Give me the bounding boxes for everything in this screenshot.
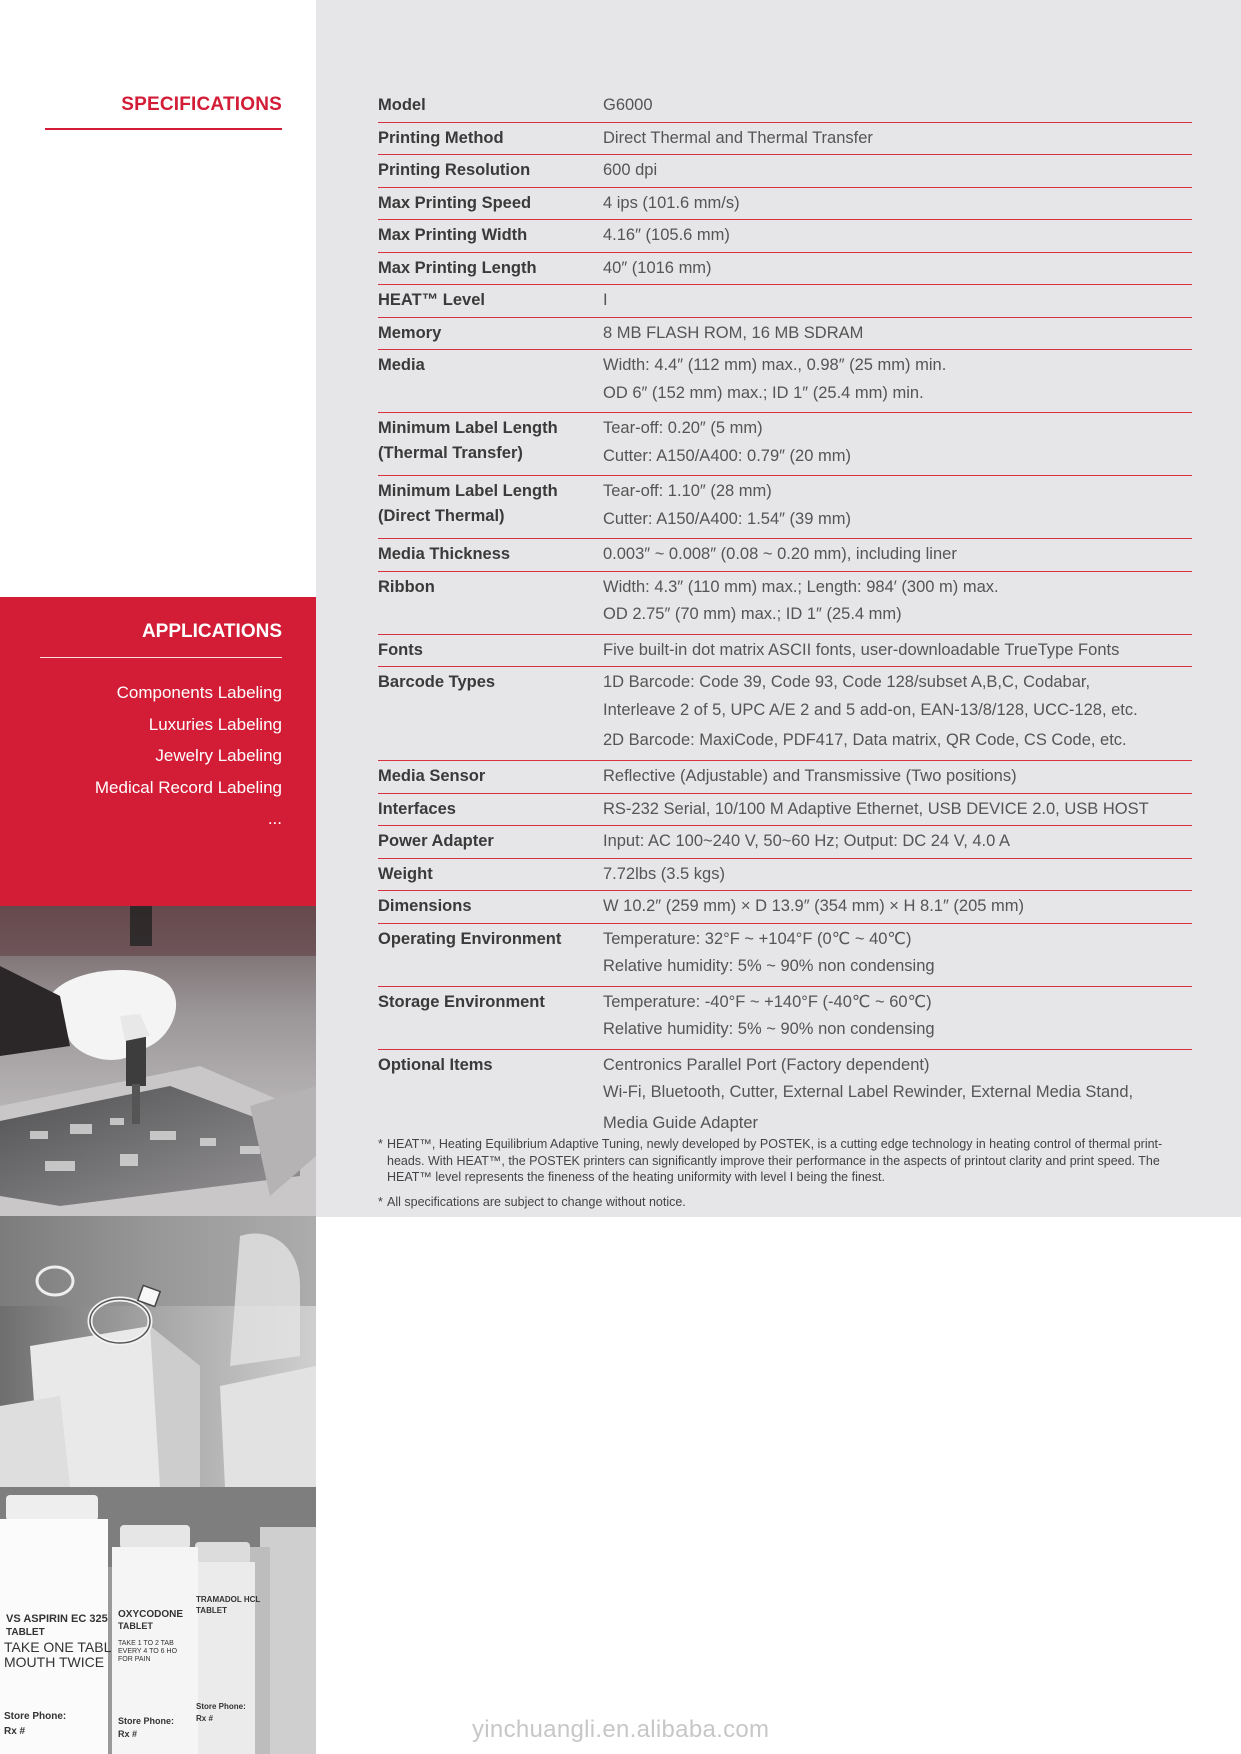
bottle-label-text: TABLET xyxy=(118,1621,153,1631)
spec-values xyxy=(603,862,1192,887)
spec-row xyxy=(378,318,1192,351)
spec-value: Input: AC 100~240 V, 50~60 Hz; Output: DC 24 V, 4.0 A xyxy=(603,832,1010,851)
bottle-label-text: TABLET xyxy=(6,1627,45,1638)
spec-value: OD 6″ (152 mm) max.; ID 1″ (25.4 mm) min. xyxy=(603,383,924,402)
spec-value: Temperature: -40°F ~ +140°F (-40℃ ~ 60℃) xyxy=(603,992,932,1011)
spec-label: Minimum Label Length (Thermal Transfer) xyxy=(378,419,558,462)
spec-value: 8 MB FLASH ROM, 16 MB SDRAM xyxy=(603,323,864,342)
application-item: Medical Record Labeling xyxy=(94,777,282,797)
spec-label: Printing Method xyxy=(378,128,504,147)
spec-row xyxy=(378,891,1192,924)
spec-value: Centronics Parallel Port (Factory dependent) xyxy=(603,1055,930,1074)
spec-row xyxy=(378,826,1192,859)
spec-value: Relative humidity: 5% ~ 90% non condensing xyxy=(603,1020,935,1039)
spec-value: 600 dpi xyxy=(603,161,658,179)
left-column xyxy=(0,0,316,1754)
bottle-label-text: Rx # xyxy=(196,1714,213,1723)
footnote-text: HEAT™, Heating Equilibrium Adaptive Tuning, newly developed by POSTEK, is a cutting edge technology in heating control of thermal print-heads. With HEAT™, the POSTEK printers can significantly improve their performance in the aspects of printout clarity and print speed. The HEAT™ level represents the fineness of the heating uniformity with level I being the finest. xyxy=(387,1137,1163,1184)
spec-value: 4 ips (101.6 mm/s) xyxy=(603,193,740,212)
footnote-text: All specifications are subject to change without notice. xyxy=(387,1194,686,1209)
spec-value: 2D Barcode: MaxiCode, PDF417, Data matrix, QR Code, CS Code, etc. xyxy=(603,731,1127,750)
bottle-label-text: TABLET xyxy=(196,1606,227,1615)
spec-value: G6000 xyxy=(603,96,653,114)
spec-label: HEAT™ Level xyxy=(378,291,485,309)
bottle-label-text: FOR PAIN xyxy=(118,1656,151,1663)
bottle-label-text: Store Phone: xyxy=(118,1716,175,1726)
spec-label: Memory xyxy=(378,323,442,342)
footnotes xyxy=(378,1136,1168,1218)
spec-label: Model xyxy=(378,96,426,114)
spec-values xyxy=(603,764,1192,789)
spec-value: Cutter: A150/A400: 0.79″ (20 mm) xyxy=(603,446,851,465)
spec-label: Interfaces xyxy=(378,799,456,818)
applications-list xyxy=(95,677,282,835)
spec-row xyxy=(378,761,1192,794)
spec-row xyxy=(378,859,1192,892)
spec-label: Weight xyxy=(378,864,433,883)
spec-label: Max Printing Width xyxy=(378,226,528,244)
spec-value: 40″ (1016 mm) xyxy=(603,258,712,277)
bottle-label-text: Store Phone: xyxy=(196,1702,246,1711)
spec-value: Five built-in dot matrix ASCII fonts, user-downloadable TrueType Fonts xyxy=(603,640,1120,659)
spec-value: Wi-Fi, Bluetooth, Cutter, External Label Rewinder, External Media Stand, xyxy=(603,1083,1134,1102)
spec-value: Tear-off: 0.20″ (5 mm) xyxy=(603,419,763,438)
spec-row xyxy=(378,476,1192,539)
spec-value: Tear-off: 1.10″ (28 mm) xyxy=(603,482,772,501)
spec-label: Power Adapter xyxy=(378,832,494,851)
bottle-label-text: TAKE 1 TO 2 TAB xyxy=(118,1640,174,1647)
spec-values xyxy=(603,416,1192,471)
footnote xyxy=(378,1194,1168,1211)
application-item: Luxuries Labeling xyxy=(148,714,282,734)
bottle-label-text: Rx # xyxy=(4,1726,26,1737)
spec-row xyxy=(378,155,1192,188)
spec-label: Optional Items xyxy=(378,1055,493,1074)
applications-rule xyxy=(40,657,282,658)
spec-value: 4.16″ (105.6 mm) xyxy=(603,226,730,244)
spec-values xyxy=(603,990,1192,1045)
spec-row xyxy=(378,220,1192,253)
spec-values xyxy=(603,288,1192,313)
spec-values xyxy=(603,93,1192,118)
spec-values xyxy=(603,1053,1192,1139)
spec-label: Media Thickness xyxy=(378,545,511,564)
spec-values xyxy=(603,638,1192,663)
medical-bottles-photo xyxy=(0,1487,316,1754)
bottle-label-text: VS ASPIRIN EC 325 xyxy=(6,1613,108,1625)
spec-value: 7.72lbs (3.5 kgs) xyxy=(603,864,725,883)
spec-values xyxy=(603,479,1192,534)
watermark: yinchuangli.en.alibaba.com xyxy=(472,1716,770,1743)
bottle-label-text: EVERY 4 TO 6 HO xyxy=(118,1648,178,1655)
footnote-marker: * xyxy=(378,1194,383,1209)
spec-value: W 10.2″ (259 mm) × D 13.9″ (354 mm) × H 8.1″ (205 mm) xyxy=(603,897,1024,916)
spec-row xyxy=(378,539,1192,572)
spec-row xyxy=(378,253,1192,286)
spec-label: Printing Resolution xyxy=(378,161,531,179)
spec-label: Max Printing Speed xyxy=(378,193,532,212)
components-photo xyxy=(0,906,316,1216)
bottle-label-text: Store Phone: xyxy=(4,1711,67,1722)
spec-values xyxy=(603,894,1192,919)
spec-values xyxy=(603,353,1192,408)
spec-values xyxy=(603,126,1192,151)
spec-label: Fonts xyxy=(378,640,423,659)
spec-value: OD 2.75″ (70 mm) max.; ID 1″ (25.4 mm) xyxy=(603,605,902,624)
spec-row xyxy=(378,635,1192,668)
spec-value: Media Guide Adapter xyxy=(603,1113,759,1132)
bottle-label-text: TRAMADOL HCL xyxy=(196,1595,261,1604)
spec-value: RS-232 Serial, 10/100 M Adaptive Ethernet, USB DEVICE 2.0, USB HOST xyxy=(603,799,1149,818)
spec-values xyxy=(603,191,1192,216)
spec-values xyxy=(603,158,1192,183)
spec-value: 1D Barcode: Code 39, Code 93, Code 128/subset A,B,C, Codabar, xyxy=(603,673,1091,692)
spec-value: Relative humidity: 5% ~ 90% non condensing xyxy=(603,957,935,976)
application-item: Components Labeling xyxy=(116,683,282,702)
spec-label: Max Printing Length xyxy=(378,258,537,277)
spec-values xyxy=(603,575,1192,630)
spec-row xyxy=(378,667,1192,761)
spec-value: Direct Thermal and Thermal Transfer xyxy=(603,128,873,147)
spec-row xyxy=(378,188,1192,221)
spec-values xyxy=(603,223,1192,248)
spec-row xyxy=(378,285,1192,318)
footnote-marker: * xyxy=(378,1137,383,1151)
bottle-label-text: TAKE ONE TABL xyxy=(4,1639,112,1655)
spec-values xyxy=(603,927,1192,982)
spec-row xyxy=(378,924,1192,987)
spec-row xyxy=(378,413,1192,476)
spec-value: 0.003″ ~ 0.008″ (0.08 ~ 0.20 mm), including liner xyxy=(603,545,957,564)
spec-label: Barcode Types xyxy=(378,673,496,692)
spec-row xyxy=(378,90,1192,123)
spec-value: Reflective (Adjustable) and Transmissive (Two positions) xyxy=(603,767,1017,786)
spec-values xyxy=(603,670,1192,756)
spec-label: Minimum Label Length (Direct Thermal) xyxy=(378,482,558,525)
spec-label: Media xyxy=(378,356,425,374)
spec-values xyxy=(603,797,1192,822)
spec-row xyxy=(378,572,1192,635)
spec-label: Media Sensor xyxy=(378,767,486,786)
spec-value: Temperature: 32°F ~ +104°F (0℃ ~ 40℃) xyxy=(603,929,912,948)
spec-value: Width: 4.4″ (112 mm) max., 0.98″ (25 mm) min. xyxy=(603,356,947,374)
jewelry-photo xyxy=(0,1216,316,1487)
spec-label: Ribbon xyxy=(378,577,435,596)
application-item-more: ... xyxy=(267,809,282,828)
applications-heading: APPLICATIONS xyxy=(141,621,282,642)
spec-value: Cutter: A150/A400: 1.54″ (39 mm) xyxy=(603,509,851,528)
spec-row xyxy=(378,987,1192,1050)
spec-value: I xyxy=(603,291,608,309)
application-item: Jewelry Labeling xyxy=(155,746,282,765)
spec-values xyxy=(603,321,1192,346)
specifications-panel xyxy=(316,0,1241,1217)
spec-value: Width: 4.3″ (110 mm) max.; Length: 984′ (300 m) max. xyxy=(603,577,999,596)
applications-panel xyxy=(0,597,316,906)
spec-label: Dimensions xyxy=(378,897,472,916)
specifications-heading: SPECIFICATIONS xyxy=(121,94,282,115)
spec-values xyxy=(603,829,1192,854)
spec-values xyxy=(603,542,1192,567)
bottle-label-text: OXYCODONE xyxy=(118,1609,184,1620)
bottle-label-text: Rx # xyxy=(118,1729,138,1739)
spec-label: Operating Environment xyxy=(378,929,562,948)
footnote xyxy=(378,1136,1168,1186)
specifications-table xyxy=(378,90,1192,1142)
spec-row xyxy=(378,794,1192,827)
spec-row xyxy=(378,1050,1192,1143)
specifications-rule xyxy=(45,128,282,130)
spec-value: Interleave 2 of 5, UPC A/E 2 and 5 add-on, EAN-13/8/128, UCC-128, etc. xyxy=(603,700,1138,719)
bottle-label-text: MOUTH TWICE xyxy=(4,1654,105,1670)
spec-row xyxy=(378,123,1192,156)
spec-label: Storage Environment xyxy=(378,992,545,1011)
spec-row xyxy=(378,350,1192,413)
spec-values xyxy=(603,256,1192,281)
